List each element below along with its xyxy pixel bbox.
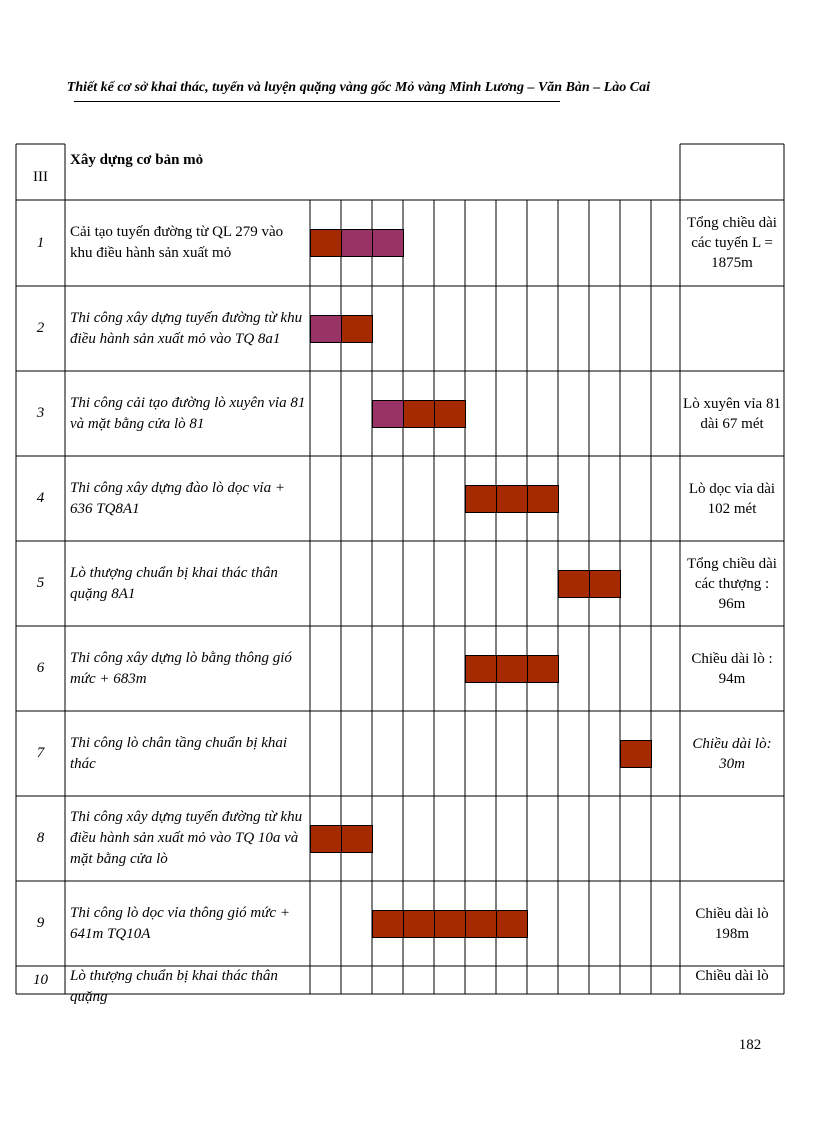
section-number: III xyxy=(33,169,48,185)
gantt-bar-segment xyxy=(403,910,435,938)
task-note: Tổng chiều dài các tuyến L = 1875m xyxy=(687,215,777,271)
task-description: Thi công cải tạo đường lò xuyên vỉa 81 và mặt bằng cửa lò 81 xyxy=(70,394,306,432)
page-number: 182 xyxy=(738,1037,762,1053)
gantt-bar-segment xyxy=(310,229,342,257)
task-note xyxy=(680,286,784,371)
task-description: Cải tạo tuyến đường từ QL 279 vào khu điều hành sản xuất mỏ xyxy=(70,224,284,261)
section-title: Xây dựng cơ bản mỏ xyxy=(70,152,204,168)
task-note: Chiều dài lò 198m xyxy=(695,905,769,942)
gantt-bar-segment xyxy=(434,910,466,938)
task-note: Tổng chiều dài các thượng : 96m xyxy=(687,555,777,612)
gantt-bar-segment xyxy=(341,825,373,853)
task-description: Thi công xây dựng đào lò dọc vỉa + 636 TQ8A1 xyxy=(70,479,285,517)
gantt-bar-segment xyxy=(341,315,373,343)
document-header-title: Thiết kế cơ sở khai thác, tuyển và luyện quặng vàng gốc Mỏ vàng Minh Lương – Văn Bàn – Lào Cai xyxy=(66,80,650,95)
task-description: Thi công xây dựng tuyến đường từ khu điều hành sản xuất mỏ vào TQ 8a1 xyxy=(70,309,303,347)
gantt-bar-segment xyxy=(465,910,497,938)
gantt-bar-segment xyxy=(496,485,528,513)
row-number: 7 xyxy=(36,745,45,761)
gantt-bar-segment xyxy=(434,400,466,428)
row-number: 2 xyxy=(36,320,45,336)
task-description: Thi công lò chân tầng chuẩn bị khai thác xyxy=(70,734,288,772)
task-description: Thi công lò dọc vỉa thông gió mức + 641m TQ10A xyxy=(70,904,290,942)
gantt-bar-segment xyxy=(496,655,528,683)
gantt-bar-segment xyxy=(372,400,404,428)
task-description: Thi công xây dựng tuyến đường từ khu điều hành sản xuất mỏ vào TQ 10a và mặt bằng cửa lò xyxy=(70,809,303,867)
gantt-bar-segment xyxy=(527,655,559,683)
task-description: Lò thượng chuẩn bị khai thác thân quặng 8A1 xyxy=(70,564,278,602)
gantt-bar-segment xyxy=(465,655,497,683)
gantt-bar-segment xyxy=(372,910,404,938)
task-note: Chiều dài lò : 94m xyxy=(691,650,773,687)
row-number: 8 xyxy=(36,830,45,846)
row-number: 9 xyxy=(36,915,45,931)
gantt-bar-segment xyxy=(558,570,590,598)
gantt-bar-segment xyxy=(465,485,497,513)
row-number: 5 xyxy=(36,575,45,591)
gantt-bar-segment xyxy=(527,485,559,513)
gantt-bar-segment xyxy=(341,229,373,257)
task-note: Chiều dài lò: 30m xyxy=(692,735,772,772)
row-number: 6 xyxy=(36,660,45,676)
task-note: Chiều dài lò xyxy=(695,968,769,984)
gantt-bar-segment xyxy=(310,825,342,853)
task-note: Lò xuyên vỉa 81 dài 67 mét xyxy=(683,395,781,432)
gantt-bar-segment xyxy=(372,229,404,257)
row-number: 3 xyxy=(36,405,45,421)
task-note xyxy=(680,796,784,881)
task-description: Thi công xây dựng lò bằng thông gió mức + 683m xyxy=(70,649,292,687)
task-note: Lò dọc vỉa dài 102 mét xyxy=(688,480,776,517)
row-number: 1 xyxy=(36,234,45,251)
task-description: Lò thượng chuẩn bị khai thác thân quặng xyxy=(70,968,278,1005)
row-number: 4 xyxy=(36,490,45,506)
gantt-bar-segment xyxy=(620,740,652,768)
gantt-bar-segment xyxy=(310,315,342,343)
gantt-bar-segment xyxy=(403,400,435,428)
gantt-bar-segment xyxy=(496,910,528,938)
gantt-bar-segment xyxy=(589,570,621,598)
row-number: 10 xyxy=(33,971,48,988)
